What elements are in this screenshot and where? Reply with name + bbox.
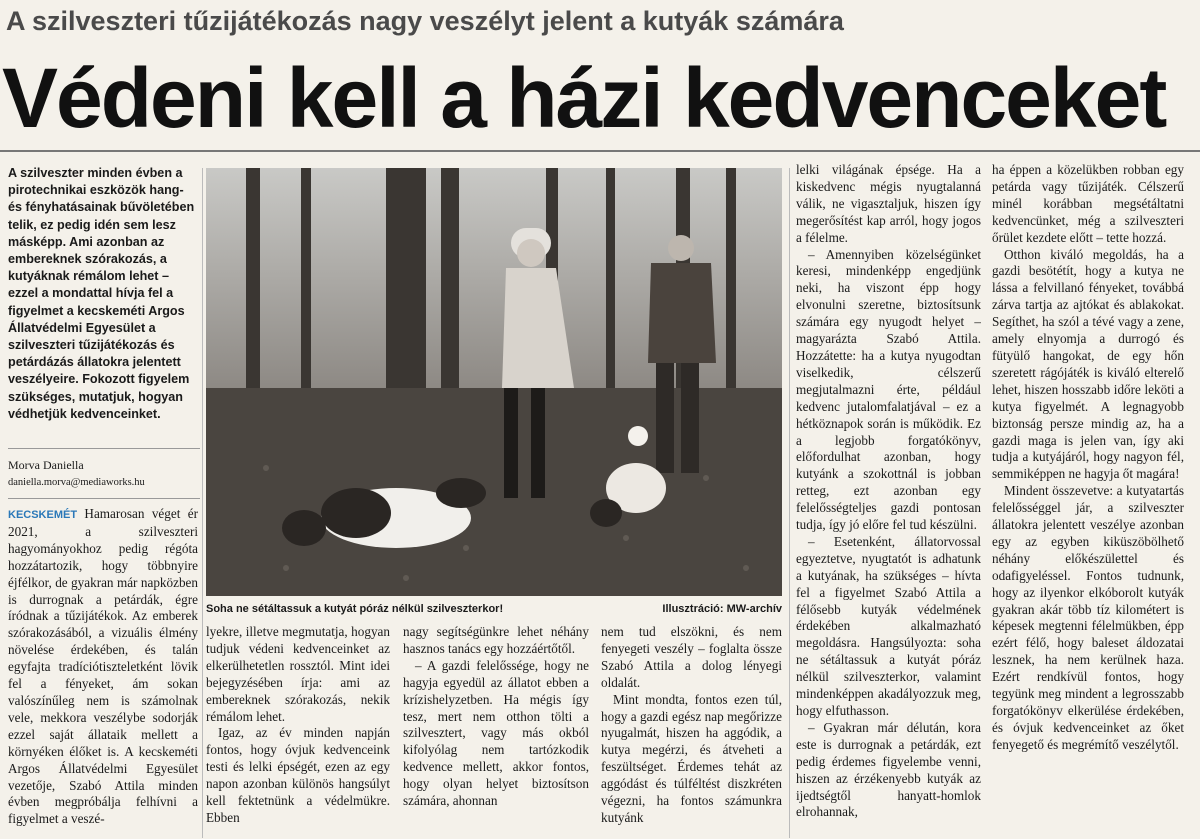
kicker: A szilveszteri tűzijátékozás nagy veszélyt jelent a kutyák számára <box>6 6 844 36</box>
byline <box>8 448 200 492</box>
column-4-paragraph-2: Mint mondta, fontos ezen túl, hogy a gazdi egész nap megőrizze nyugalmát, hiszen ha aggódik, a kutya megérzi, és átveheti a feszültséget. Érdemes tehát az aggódást és túlféltést diszkréten végezni, ha fontos számunkra kutyánk <box>601 691 782 825</box>
photo <box>206 168 782 596</box>
column-6-paragraph-3: Mindent összevetve: a kutyatartás felelősséggel jár, a szilveszter állatokra jelentett veszélye azonban egy az egyben kiküszöbölhető néhány előkészülettel és odafigyeléssel. Fontos tudnunk, hogy az ilyenkor elkóborolt kutyák gyakran akár több tíz kilométert is képesek megtenni félelmükben, épp ezért félő, hogy baleset áldozatai lesznek, ha nem kerülnek haza. Ezért rendkívül fontos, hogy tegyünk meg mindent a legrosszabb forgatókönyv elkerülése érdekében, és óvjuk kedvenceinket az őket fenyegető és megrémítő veszélytől. <box>992 483 1184 752</box>
caption-text: Soha ne sétáltassuk a kutyát póráz nélkül szilveszterkor! <box>206 603 504 615</box>
location-tag: KECSKEMÉT <box>8 509 78 521</box>
byline-rule <box>8 498 200 499</box>
column-6-paragraph-2: Otthon kiváló megoldás, ha a gazdi besötétít, hogy a kutya ne lássa a felvillanó fényeket, továbbá zárva tartja az ajtókat és ablakokat. Segíthet, ha szól a tévé vagy a zene, amely elnyomja a durrogó és fütyülő hangokat, de egy hőn szeretett rágójáték is kiváló elterelő lehet, hiszen hosszabb időre leköti a kutya figyelmét. A legnagyobb biztonság persze mindig az, ha a gazdi maga is jelen van, így aki tudja a kutyájáról, hogy nagyon fél, semmiképpen ne hagyja őt magára! <box>992 246 1184 482</box>
column-5-paragraph-4: – Gyakran már délután, kora este is durrognak a petárdák, ezt pedig érdemes figyelembe venni, hiszen az érzékenyebb kutyák az ijedtségtől hanyatt-homlok elrohannak, <box>796 719 981 820</box>
author-name: Morva Daniella <box>8 458 84 472</box>
photo-caption <box>206 603 782 615</box>
headline: Védeni kell a házi kedvenceket <box>2 51 1166 145</box>
column-2 <box>206 624 390 839</box>
column-3-paragraph-2: – A gazdi felelőssége, hogy ne hagyja egyedül az állatot ebben a krízishelyzetben. Ha mégis így tesz, mert nem otthon tölti a szilvesztert, vagy más okból kifolyólag nem tartózkodik kedvence mellett, akkor fontos, hogy olyan helyet biztosítson számára, ahonnan <box>403 657 589 809</box>
column-4 <box>601 624 782 839</box>
column-5-paragraph-1: lelki világának épsége. Ha a kiskedvenc mégis nyugtalanná válik, ne vigasztaljuk, hiszen így megerősítést kap arról, hogy jogos a félelme. <box>796 162 981 245</box>
column-5-paragraph-3: – Esetenként, állatorvossal egyeztetve, nyugtatót is adhatunk a kutyának, ha szükséges – hívta fel a figyelmet Szabó Attila a félősebb kutyák védelmének érdekében alkalmazható megoldásra. Hangsúlyozta: soha ne sétáltassuk a kutyát póráz nélkül szilveszterkor, valamint mindenképpen akadályozzuk meg, hogy elfuthasson. <box>796 533 981 718</box>
column-6-paragraph-1: ha éppen a közelükben robban egy petárda vagy tűzijáték. Célszerű minél korábban megsétáltatni kedvencünket, még a szilveszteri őrület kezdete előtt – tette hozzá. <box>992 162 1184 245</box>
header-rule <box>0 150 1200 152</box>
column-1 <box>8 506 198 839</box>
column-3 <box>403 624 589 839</box>
column-1-text: Hamarosan véget ér 2021, a szilveszteri hagyományokhoz pedig régóta hozzátartozik, hogy többnyire éjfélkor, de gyakran már napközben is durrognak a petárdák, égre íródnak a tűzijátékok. Az emberek szórakozásából, a vizuális élmény növelése érdekében, és talán egyfajta tradíciótiszteletként lövik fel a fényeket, ám sokan valószínűleg nem is számolnak vele, mekkora veszélybe sodorják ezzel saját állataik mellett a környéken élőket is. A kecskeméti Argos Állatvédelmi Egyesület vezetője, Szabó Attila minden évben megpróbálja felhívni a figyelmet a veszé- <box>8 506 198 827</box>
photo-credit: Illusztráció: MW-archív <box>662 603 782 615</box>
lead-paragraph: A szilveszter minden évben a pirotechnikai eszközök hang- és fényhatásainak bűvöletében telik, ez pedig idén sem lesz másképp. Ami azonban az embereknek szórakozás, a kutyáknak rémálom lehet – ezzel a mondattal hívja fel a figyelmet a kecskeméti Argos Állatvédelmi Egyesület a szilveszteri tűzijátékozás és petárdázás állatokra jelentett veszélyeire. Fokozott figyelem szükséges, mutatjuk, hogyan védhetjük kedvenceinket. <box>8 166 195 421</box>
column-separator <box>202 168 203 838</box>
column-5-paragraph-2: – Amennyiben közelségünket keresi, mindenképp engedjünk neki, ha viszont épp hogy elvonulni szeretne, biztosítsunk számára egy nyugodt helyet – magyarázta Szabó Attila. Hozzátette: ha a kutya nyugodtan viselkedik, célszerű megjutalmazni érte, például kedvenc jutalomfalatjával – ez a hétköznapok során is működik. Ez a legjobb forgatókönyv, előfordulhat azonban, hogy kutyánk a szokottnál is jobban retteg, ezt azonban egy felelősségteljes gazdi pontosan tudja, így jó előre fel tud készülni. <box>796 246 981 533</box>
column-3-paragraph-1: nagy segítségünkre lehet néhány hasznos tanács egy hozzáértőtől. <box>403 624 589 656</box>
column-separator <box>789 168 790 838</box>
column-2-paragraph-2: Igaz, az év minden napján fontos, hogy óvjuk kedvenceink testi és lelki épségét, ezen az egy napon azonban különös hangsúlyt kell fektetnünk a védelmükre. Ebben <box>206 725 390 825</box>
column-5 <box>796 162 981 839</box>
column-2-paragraph-1: lyekre, illetve megmutatja, hogyan tudjuk védeni kedvenceinket az elkerülhetetlen rossztól. Mint idei bejegyzésében írja: ami az embereknek szórakozás, nekik rémálom lehet. <box>206 624 390 724</box>
column-6 <box>992 162 1184 839</box>
author-email: daniella.morva@mediaworks.hu <box>8 477 145 488</box>
photo-illustration <box>206 168 782 596</box>
column-4-paragraph-1: nem tud elszökni, és nem fenyegeti veszély – foglalta össze Szabó Attila a dolog lényegi oldalát. <box>601 624 782 690</box>
